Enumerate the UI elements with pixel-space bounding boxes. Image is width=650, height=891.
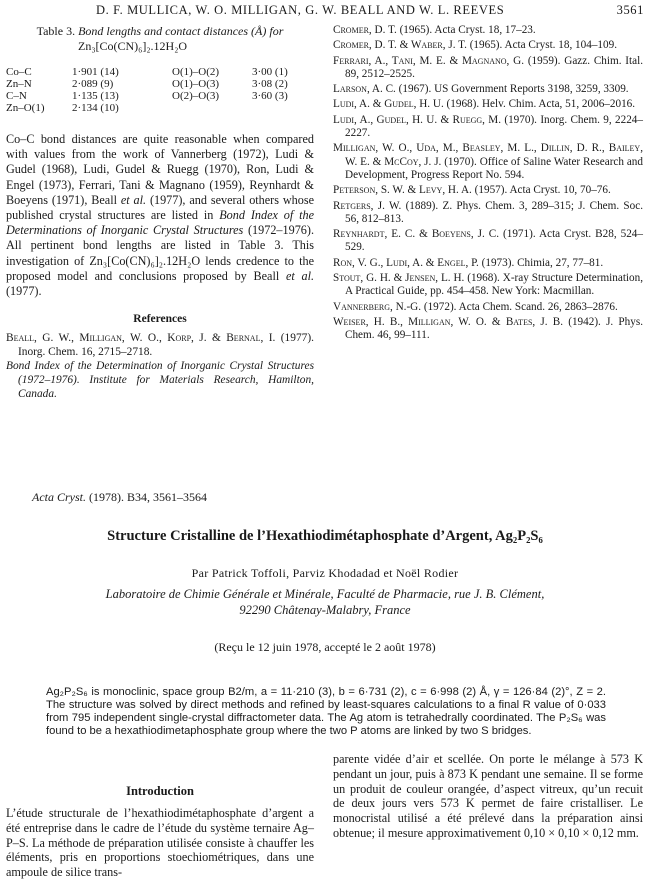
bond-name: C–N — [6, 90, 27, 102]
citation-details: (1978). B34, 3561–3564 — [89, 490, 207, 504]
bond-length-table — [6, 66, 306, 114]
reference-authors: Beall, G. W., Milligan, W. O., Korp, J. & Bernal, I. — [6, 332, 276, 345]
reference-item — [333, 83, 643, 96]
reference-authors: Ludi, A., Gudel, H. U. & Ruegg, M. (1970). — [333, 113, 537, 126]
reference-item — [6, 332, 314, 359]
introduction-heading: Introduction — [126, 784, 194, 798]
bond-value: 1·901 (14) — [72, 66, 119, 78]
reference-item — [333, 228, 643, 255]
contact-value: 3·60 (3) — [252, 90, 288, 102]
article-title: Structure Cristalline de l’Hexathiodimétaphosphate d’Argent, Ag₂P₂S₆ — [107, 528, 543, 544]
table-caption-text: Bond lengths and contact distances (Å) for — [78, 24, 284, 38]
reference-item — [333, 24, 643, 37]
reference-details: Acta Chem. Scand. 26, 2863–2876. — [458, 300, 618, 313]
reference-authors: Retgers, J. W. (1889). — [333, 199, 439, 212]
reference-details: X-ray Structure Determination, A Practical Guide, pp. 454–458. New York: Macmillan. — [345, 272, 644, 298]
bond-value: 2·089 (9) — [72, 78, 114, 90]
reference-authors: Milligan, W. O., Uda, M., Beasley, M. L., Dillin, D. R., Bailey, W. E. & McCoy, J. J. (1970). — [333, 142, 643, 168]
reference-details: Acta Cryst. 18, 17–23. — [434, 24, 536, 36]
reference-details: Acta Cryst. B28, 524–529. — [345, 228, 643, 254]
left-reference-list — [6, 332, 314, 401]
reference-details: Helv. Chim. Acta, 51, 2006–2016. — [481, 98, 636, 111]
reference-item — [333, 98, 643, 111]
bond-name: Co–C — [6, 66, 32, 78]
table-row — [6, 66, 306, 78]
introduction-text-left: L’étude structurale de l’hexathiodimétaphosphate d’argent a été entreprise dans le cadre de l’étude du système ternaire Ag–P–S. La méthode de préparation utilisée consiste à chauffer les éléments, pris en proportions stoechiométriques, dans une ampoule de silice trans- — [6, 806, 314, 880]
reference-item — [333, 257, 643, 270]
table-caption-formula: Zn₃[Co(CN)₆]₂.12H₂O — [78, 39, 188, 53]
paragraph-text: (1977), and several others whose published crystal structures are listed in — [6, 192, 315, 223]
reference-item — [333, 272, 643, 299]
reference-authors: Cromer, D. T. (1965). — [333, 24, 433, 36]
reference-item — [333, 316, 643, 343]
reference-details: US Government Reports 3198, 3259, 3309. — [434, 83, 629, 96]
contact-name — [172, 102, 252, 114]
reference-details: Office of Saline Water Research and Development, Progress Report No. 594. — [345, 155, 643, 181]
reference-item — [333, 55, 643, 82]
received-dates: (Reçu le 12 juin 1978, accepté le 2 août 1978) — [214, 640, 436, 654]
paragraph-text: Co–C bond distances are quite reasonable when compared with values from the work of Vannerberg (1972), Ludi & Gudel (1968), Ludi, Gudel & Ruegg (1970), Ron, Ludi & Engel (1973), Ferrari, Tani & Magnano (1959), Reynhardt & Boeyens (1971), Beall — [6, 132, 314, 207]
reference-details: Acta Cryst. 18, 104–109. — [504, 39, 618, 52]
contact-name: O(1)–O(3) — [172, 78, 220, 90]
reference-details: Bond Index of the Determination of Inorganic Crystal Structures (1972–1976). Institute for Materials Research, Hamilton, Canada. — [6, 360, 314, 400]
reference-item — [333, 142, 643, 182]
reference-authors: Larson, A. C. (1967). — [333, 83, 432, 96]
right-column-references — [333, 24, 643, 343]
affiliation-line: Laboratoire de Chimie Générale et Minérale, Faculté de Pharmacie, rue J. B. Clément, — [105, 587, 545, 601]
bond-name: Zn–O(1) — [6, 102, 45, 114]
journal-name: Acta Cryst. — [32, 490, 86, 504]
paragraph-etal: et al. — [285, 268, 315, 283]
contact-value — [252, 102, 306, 114]
reference-details: Z. Phys. Chem. 3, 289–315; J. Chem. Soc. 56, 812–813. — [345, 199, 643, 225]
reference-authors: Reynhardt, E. C. & Boeyens, J. C. (1971). — [333, 228, 536, 241]
reference-authors: Weiser, H. B., Milligan, W. O. & Bates, J. B. (1942). — [333, 315, 601, 328]
contact-value: 3·08 (2) — [252, 78, 288, 90]
discussion-paragraph — [6, 132, 314, 299]
article-byline: Par Patrick Toffoli, Parviz Khodadad et Noël Rodier — [191, 566, 459, 580]
article-citation — [32, 490, 207, 505]
reference-item — [333, 39, 643, 52]
reference-details: J. Phys. Chem. 46, 99–111. — [345, 315, 643, 342]
reference-item — [333, 301, 643, 314]
bond-name: Zn–N — [6, 78, 32, 90]
contact-name: O(2)–O(3) — [172, 90, 220, 102]
reference-authors: Ferrari, A., Tani, M. E. & Magnano, G. (1959). — [333, 54, 561, 67]
reference-details: Inorg. Chem. 9, 2224–2227. — [345, 113, 643, 140]
reference-authors: Cromer, D. T. & Waber, J. T. (1965). — [333, 39, 503, 52]
bond-value: 2·134 (10) — [72, 102, 119, 114]
reference-authors: Ludi, A. & Gudel, H. U. (1968). — [333, 98, 480, 111]
affiliation-line: 92290 Châtenay-Malabry, France — [239, 603, 411, 617]
reference-details: Acta Cryst. 10, 70–76. — [509, 184, 611, 197]
reference-details: Gazz. Chim. Ital. 89, 2512–2525. — [345, 54, 644, 80]
bond-value: 1·135 (13) — [72, 90, 119, 102]
reference-details: Chimia, 27, 77–81. — [517, 256, 604, 269]
reference-item — [333, 200, 643, 227]
table-row — [6, 90, 306, 102]
running-header — [0, 3, 650, 21]
table-row — [6, 78, 306, 90]
paragraph-italic-title: Bond Index of the Determinations of Inorganic Crystal Structures — [6, 208, 314, 238]
references-heading: References — [133, 313, 187, 326]
reference-authors: Vannerberg, N.-G. (1972). — [333, 300, 457, 313]
article-affiliation — [0, 586, 650, 618]
reference-item — [333, 114, 643, 141]
contact-value: 3·00 (1) — [252, 66, 288, 78]
table-caption — [6, 24, 314, 54]
paragraph-text: (1977). — [6, 284, 42, 299]
contact-name: O(1)–O(2) — [172, 66, 220, 78]
paragraph-etal: et al. — [120, 192, 147, 207]
reference-authors: Peterson, S. W. & Levy, H. A. (1957). — [333, 184, 508, 197]
page-number: 3561 — [616, 3, 644, 17]
paragraph-text: (1972–1976). All pertinent bond lengths are listed in Table 3. This investigation of Zn₃[Co(CN)₆]₂.12H₂O lends credence to the proposed model and conclusions proposed by Beall — [6, 223, 314, 283]
reference-authors: Stout, G. H. & Jensen, L. H. (1968). — [333, 272, 500, 285]
abstract: Ag₂P₂S₆ is monoclinic, space group B2/m, a = 11·210 (3), b = 6·731 (2), c = 6·998 (2) Å, γ = 126·84 (2)°, Z = 2. The structure was solved by direct methods and refined by least-squares calculations to a final R value of 0·033 from 795 independent single-crystal diffractometer data. The Ag atom is tetrahedrally coordinated. The P₂S₆ was found to be a hexathiodimetaphosphate group where the two P atoms are linked by two S bridges. — [46, 686, 606, 737]
reference-item — [333, 184, 643, 197]
reference-details: (1977). Inorg. Chem. 16, 2715–2718. — [18, 332, 314, 358]
table-label: Table 3. — [36, 24, 76, 38]
introduction-text-right: parente vidée d’air et scellée. On porte le mélange à 573 K pendant un jour, puis à 873 K pendant une semaine. Il se forme un produit de couleur orangée, d’aspect vitreux, qu’un recuit de deux jours vers 573 K permet de faire cristalliser. Le monocristal utilisé a été prélevé dans la préparation ainsi obtenue; il mesure approximativement 0,10 × 0,10 × 0,12 mm. — [333, 752, 643, 840]
reference-authors: Ron, V. G., Ludi, A. & Engel, P. (1973). — [333, 256, 515, 269]
running-header-authors: D. F. MULLICA, W. O. MILLIGAN, G. W. BEALL AND W. L. REEVES — [96, 3, 505, 17]
table-row — [6, 102, 306, 114]
left-column — [6, 24, 314, 401]
reference-item — [6, 360, 314, 401]
